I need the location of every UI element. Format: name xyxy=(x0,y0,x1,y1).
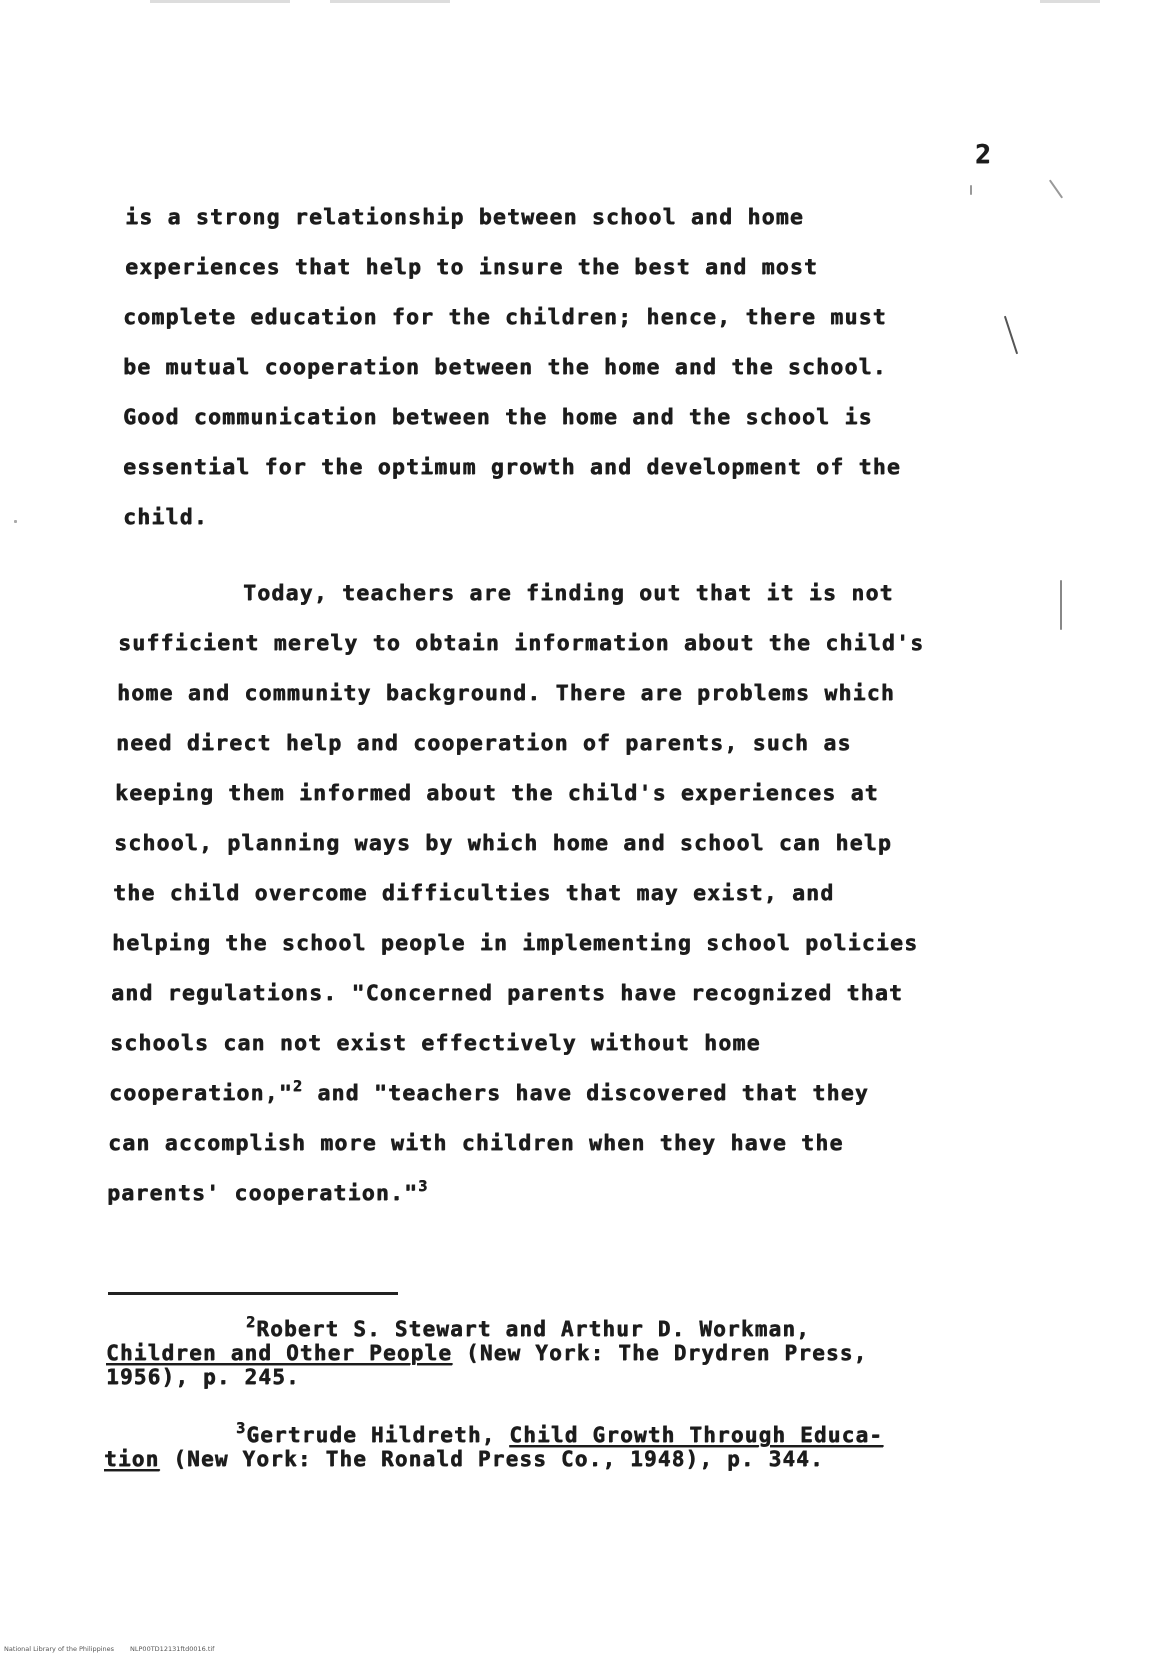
scan-footer xyxy=(4,1645,230,1653)
quote-fragment: parents' cooperation." xyxy=(107,1181,419,1206)
text-line: the child overcome difficulties that may exist, and xyxy=(113,881,835,906)
footnote-title: tion xyxy=(104,1447,160,1471)
text-line: Good communication between the home and the school is xyxy=(123,405,873,430)
quote-fragment: and "teachers have discovered that they xyxy=(317,1081,869,1106)
text-line: sufficient merely to obtain information about the child's xyxy=(118,631,925,656)
text-line: Today, teachers are finding out that it is not xyxy=(243,581,894,606)
footnote-publication: (New York: The Drydren Press, xyxy=(465,1341,868,1365)
quote-fragment: cooperation," xyxy=(109,1081,293,1106)
footnote-marker: 2 xyxy=(246,1313,257,1331)
text-line xyxy=(109,1077,869,1106)
footnote-author: Gertrude Hildreth, xyxy=(246,1423,496,1447)
text-line: keeping them informed about the child's experiences at xyxy=(115,781,879,806)
text-line: home and community background. There are problems which xyxy=(117,681,895,706)
footnote-publication: (New York: The Ronald Press Co., 1948), p. 344. xyxy=(173,1447,824,1471)
footnote-divider xyxy=(108,1292,398,1295)
page-number: 2 xyxy=(975,140,992,170)
text-line: can accomplish more with children when they have the xyxy=(108,1131,844,1156)
scan-library-label: National Library of the Philippines xyxy=(4,1645,115,1653)
text-line: complete education for the children; hence, there must xyxy=(123,305,887,330)
footnote-marker: 3 xyxy=(236,1419,247,1437)
footnote-line xyxy=(246,1313,810,1341)
text-line xyxy=(107,1177,429,1206)
footnote-line xyxy=(236,1419,884,1447)
text-line: school, planning ways by which home and school can help xyxy=(114,831,892,856)
text-line: child. xyxy=(123,505,208,530)
footnote-authors: Robert S. Stewart and Arthur D. Workman, xyxy=(256,1317,810,1341)
text-line: schools can not exist effectively without home xyxy=(110,1031,761,1056)
footnote-line xyxy=(104,1448,824,1471)
scan-speck xyxy=(14,520,17,523)
text-line: experiences that help to insure the best and most xyxy=(125,255,819,280)
text-line: essential for the optimum growth and development of the xyxy=(123,455,901,480)
footnote-line: 1956), p. 245. xyxy=(106,1365,300,1389)
text-line: be mutual cooperation between the home and the school. xyxy=(123,355,887,380)
footnote-title: Child Growth Through Educa- xyxy=(509,1423,884,1447)
footnote-title: Children and Other People xyxy=(106,1341,453,1365)
scan-speck xyxy=(1004,316,1018,355)
scan-artifact xyxy=(150,0,290,3)
scan-artifact xyxy=(330,0,450,3)
text-line: and regulations. "Concerned parents have recognized that xyxy=(111,981,904,1006)
scan-artifact xyxy=(1040,0,1100,3)
text-line: is a strong relationship between school and home xyxy=(125,205,804,230)
scan-speck xyxy=(970,185,972,195)
text-line: need direct help and cooperation of parents, such as xyxy=(116,731,852,756)
scan-file-name: NLP00TD12131ftd0016.tif xyxy=(130,1645,215,1653)
footnote-line xyxy=(106,1342,867,1365)
footnote-ref-2: 2 xyxy=(292,1077,304,1095)
footnote-ref-3: 3 xyxy=(418,1177,429,1195)
text-line: helping the school people in implementing school policies xyxy=(112,931,919,956)
scan-speck xyxy=(1049,179,1063,198)
scan-speck xyxy=(1060,580,1062,630)
